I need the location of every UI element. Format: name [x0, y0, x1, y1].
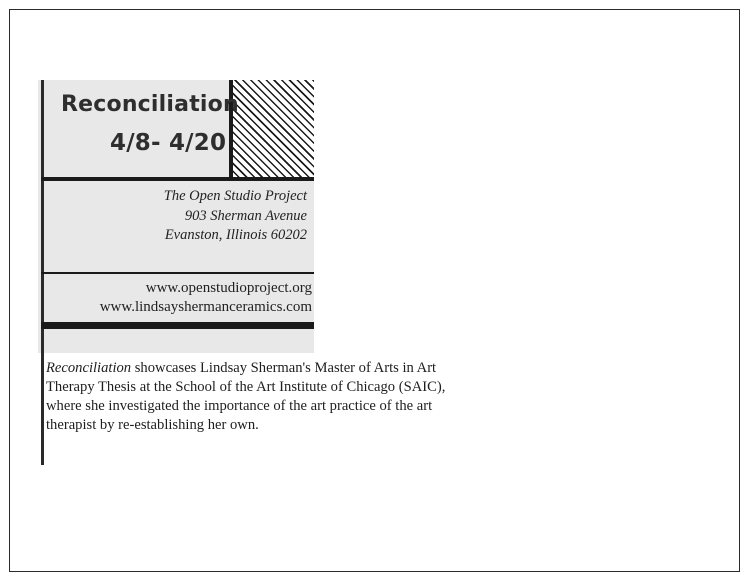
description-text: therapist by re-establishing her own.: [46, 417, 259, 433]
description-italic-title: Reconciliation: [46, 360, 132, 376]
event-dates: 4/8- 4/20: [110, 130, 227, 156]
description-text: Therapy Thesis at the School of the Art Institute of Chicago (SAIC),: [46, 379, 446, 395]
address-line: The Open Studio Project: [163, 188, 307, 204]
website-link[interactable]: www.openstudioproject.org: [145, 280, 312, 296]
address-line: 903 Sherman Avenue: [184, 208, 307, 224]
description-text: where she investigated the importance of the art practice of the art: [46, 398, 433, 414]
description-paragraph: [46, 359, 506, 435]
divider-rule: [41, 177, 314, 181]
description-text: showcases Lindsay Sherman's Master of Arts in Art: [131, 360, 437, 376]
divider-rule: [41, 272, 314, 274]
hatch-pattern: [233, 80, 314, 178]
website-link[interactable]: www.lindsayshermanceramics.com: [99, 299, 312, 315]
event-title: Reconciliation: [61, 92, 239, 117]
divider-rule: [41, 322, 314, 329]
address-line: Evanston, Illinois 60202: [164, 227, 307, 243]
